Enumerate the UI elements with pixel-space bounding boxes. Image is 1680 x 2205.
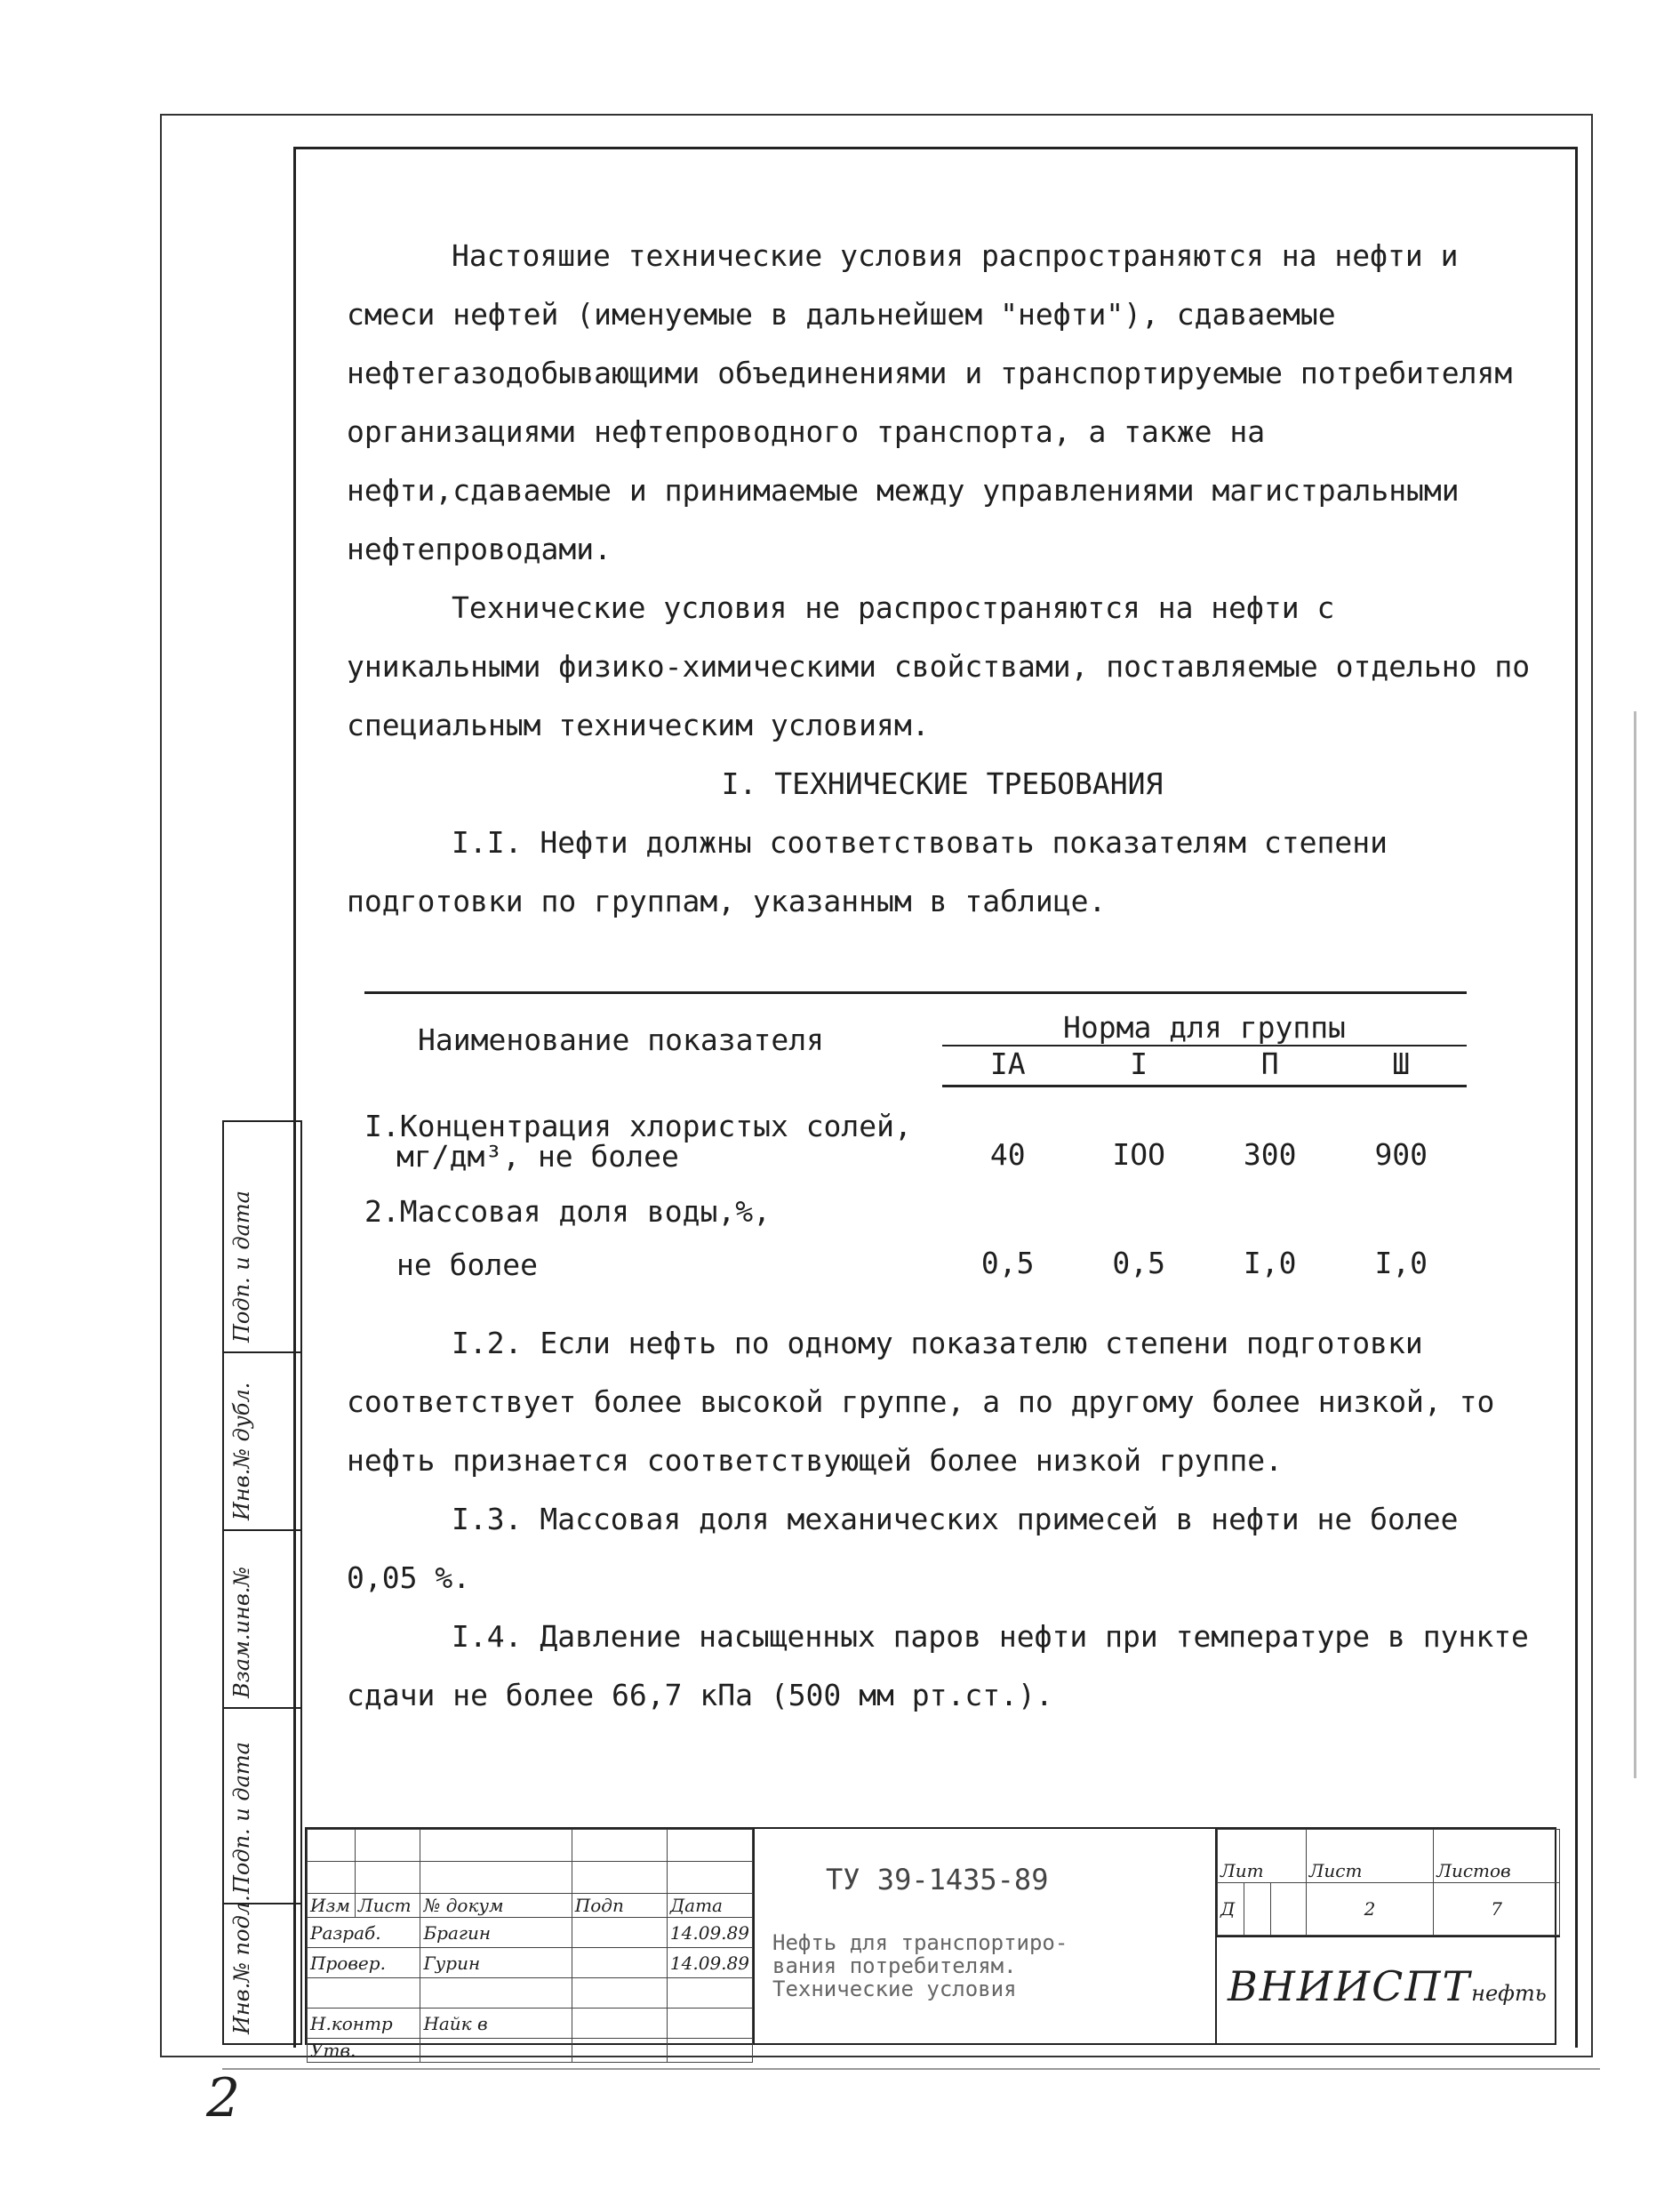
header-norm: Норма для группы bbox=[942, 993, 1467, 1046]
row-2-name: 2.Массовая доля воды,%, не более bbox=[364, 1193, 771, 1282]
row-1-ii: 300 bbox=[1243, 1136, 1297, 1172]
section-heading: I. ТЕХНИЧЕСКИЕ ТРЕБОВАНИЯ bbox=[721, 766, 1164, 801]
scan-artifact bbox=[1634, 711, 1636, 1778]
table-row bbox=[364, 1172, 1467, 1280]
sheet-info: Лит Лист Листов Д 2 7 bbox=[1217, 1829, 1560, 1937]
row-2-ii: I,0 bbox=[1243, 1245, 1297, 1280]
side-cell: Взам.инв.№ bbox=[224, 1531, 300, 1709]
row-1-name: I.Концентрация хлористых солей, мг/дм³, не более bbox=[364, 1108, 912, 1174]
signature bbox=[572, 1948, 667, 1978]
signature bbox=[572, 2009, 667, 2039]
clause-1-4: I.4. Давление насыщенных паров нефти при температуре в пункте сдачи не более 66,7 кПа (500 мм рт.ст.). bbox=[347, 1619, 1529, 1712]
row-1-ia: 40 bbox=[989, 1136, 1026, 1172]
row-1-i: IOO bbox=[1112, 1136, 1166, 1172]
doc-title: Нефть для транспортиро- вания потребителям. Технические условия bbox=[772, 1930, 1068, 2001]
document-body bbox=[347, 227, 1538, 931]
row-2-i: 0,5 bbox=[1112, 1245, 1166, 1280]
side-cell: Подп. и дата bbox=[224, 1122, 300, 1353]
document-title-area bbox=[753, 1829, 1217, 2043]
intro-paragraph-1: Настояшие технические условия распространяются на нефти и смеси нефтей (именуемые в дальнейшем "нефти"), сдаваемые нефтегазодобывающими объединениями и транспортируемые потребителям организациями нефтепроводного транспорта, а также на нефти,сдаваемые и принимаемые между управлениями магистральными нефтепроводами. bbox=[347, 238, 1513, 566]
requirements-table bbox=[364, 991, 1467, 1280]
clauses-body bbox=[347, 1314, 1538, 1725]
signature bbox=[572, 1918, 667, 1948]
title-block bbox=[305, 1827, 1556, 2061]
group-ii: П bbox=[1204, 1046, 1336, 1086]
revision-grid: Изм Лист № докум Подп Дата Разраб. Брагин 14.09.89 Провер. Гурин 14.09.89 Н.контр Найк в Утв. bbox=[307, 1829, 753, 2043]
clause-1-1: I.I. Нефти должны соответствовать показателям степени подготовки по группам, указанным в таблице. bbox=[347, 825, 1388, 918]
org-area bbox=[1215, 1829, 1560, 2043]
clause-1-3: I.3. Массовая доля механических примесей в нефти не более 0,05 %. bbox=[347, 1502, 1459, 1595]
side-cell: Инв.№ подл. bbox=[229, 1895, 254, 2034]
group-i: I bbox=[1073, 1046, 1204, 1086]
group-ia: IA bbox=[942, 1046, 1074, 1086]
side-cell: Подп. и дата bbox=[224, 1709, 300, 1904]
doc-code: ТУ 39-1435-89 bbox=[826, 1863, 1049, 1896]
side-stamp-column bbox=[222, 1120, 302, 2045]
intro-paragraph-2: Технические условия не распространяются на нефти с уникальными физико-химическими свойствами, поставляемые отдельно по специальным техническим условиям. bbox=[347, 590, 1531, 742]
scan-artifact-bottom bbox=[222, 2068, 1600, 2070]
page-number: 2 bbox=[206, 2067, 241, 2129]
row-2-ia: 0,5 bbox=[980, 1245, 1035, 1280]
side-cell: Инв.№ дубл. bbox=[224, 1353, 300, 1531]
group-iii: Ш bbox=[1335, 1046, 1467, 1086]
row-1-iii: 900 bbox=[1374, 1136, 1428, 1172]
table-row bbox=[364, 1086, 1467, 1172]
clause-1-2: I.2. Если нефть по одному показателю степени подготовки соответствует более высокой группе, а по другому более низкой, то нефть признается соответствующей более низкой группе. bbox=[347, 1326, 1495, 1478]
org-name: ВНИИСПТнефть bbox=[1228, 1962, 1547, 2010]
row-2-iii: I,0 bbox=[1374, 1245, 1428, 1280]
header-name: Наименование показателя bbox=[364, 993, 942, 1086]
